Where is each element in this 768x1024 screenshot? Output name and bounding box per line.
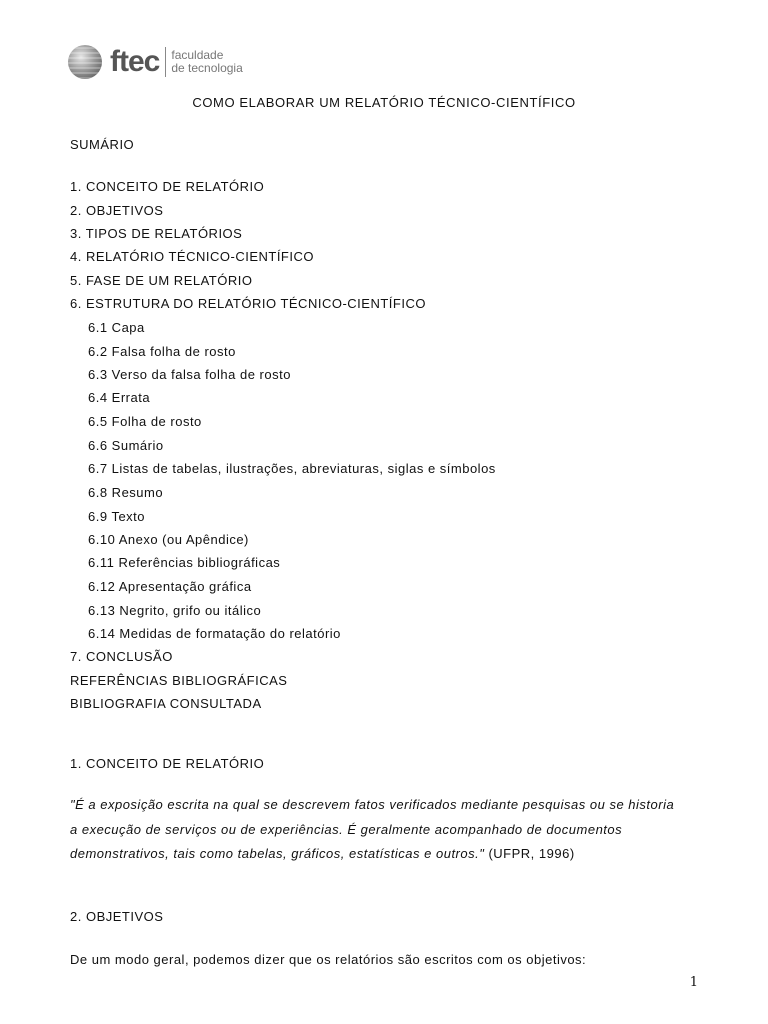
logo-divider [165,47,166,77]
section1-heading: 1. CONCEITO DE RELATÓRIO [70,756,265,771]
section2-text: De um modo geral, podemos dizer que os relatórios são escritos com os objetivos: [70,952,587,967]
toc-item: 6. ESTRUTURA DO RELATÓRIO TÉCNICO-CIENTÍFICO [70,296,426,311]
toc-subitem: 6.10 Anexo (ou Apêndice) [88,532,249,547]
toc-item: 4. RELATÓRIO TÉCNICO-CIENTÍFICO [70,249,314,264]
logo-subtitle-line1: faculdade [171,48,224,62]
toc-subitem: 6.11 Referências bibliográficas [88,555,281,570]
toc-subitem: 6.12 Apresentação gráfica [88,579,252,594]
logo-subtitle-line2: de tecnologia [171,61,243,75]
toc-item: 2. OBJETIVOS [70,203,164,218]
toc-subitem: 6.9 Texto [88,509,146,524]
toc-subitem: 6.3 Verso da falsa folha de rosto [88,367,291,382]
ftec-logo [68,44,243,80]
toc-item: 3. TIPOS DE RELATÓRIOS [70,226,243,241]
toc-item: REFERÊNCIAS BIBLIOGRÁFICAS [70,673,288,688]
toc-subitem: 6.14 Medidas de formatação do relatório [88,626,341,641]
toc-subitem: 6.5 Folha de rosto [88,414,202,429]
page-number: 1 [689,975,698,990]
toc-subitem: 6.6 Sumário [88,438,164,453]
summary-heading: SUMÁRIO [70,137,135,152]
toc-item: 5. FASE DE UM RELATÓRIO [70,273,253,288]
toc-subitem: 6.2 Falsa folha de rosto [88,344,236,359]
toc-item: BIBLIOGRAFIA CONSULTADA [70,696,262,711]
toc-subitem: 6.1 Capa [88,320,145,335]
toc-item: 7. CONCLUSÃO [70,649,173,664]
toc-subitem: 6.8 Resumo [88,485,164,500]
section1-quote-last-line [70,846,575,861]
logo-wordmark: ftec [110,45,160,78]
toc-subitem: 6.7 Listas de tabelas, ilustrações, abreviaturas, siglas e símbolos [88,461,496,476]
section1-quote-line: "É a exposição escrita na qual se descrevem fatos verificados mediante pesquisas ou se historia [70,797,675,812]
toc-subitem: 6.13 Negrito, grifo ou itálico [88,603,262,618]
globe-logo-icon [68,45,102,79]
section2-heading: 2. OBJETIVOS [70,909,164,924]
toc-subitem: 6.4 Errata [88,390,151,405]
section1-quote-line: a execução de serviços ou de experiências. É geralmente acompanhado de documentos [70,822,623,837]
section1-citation: (UFPR, 1996) [484,846,575,861]
logo-subtitle [171,49,242,75]
document-title: COMO ELABORAR UM RELATÓRIO TÉCNICO-CIENTÍFICO [192,95,576,110]
section1-quote-line: demonstrativos, tais como tabelas, gráficos, estatísticas e outros." [70,846,485,861]
toc-item: 1. CONCEITO DE RELATÓRIO [70,179,265,194]
